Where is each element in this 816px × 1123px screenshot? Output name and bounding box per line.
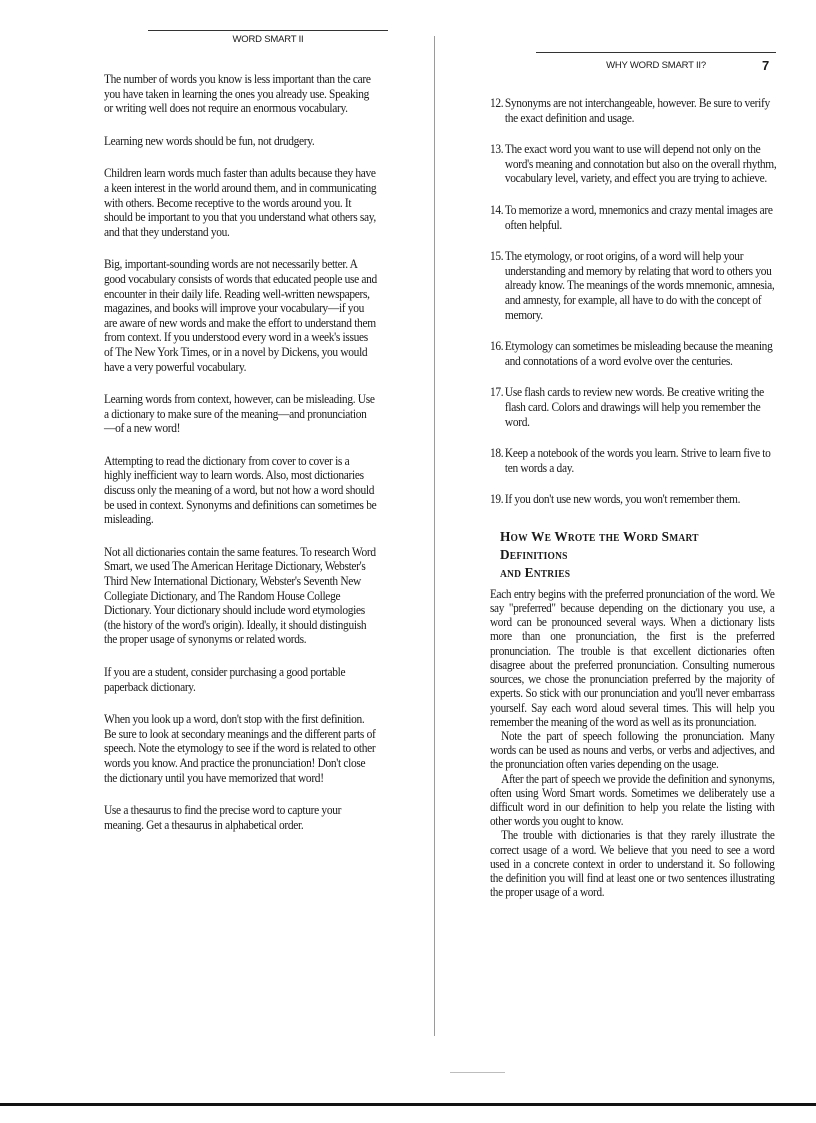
tip-number: 13. (490, 142, 504, 157)
left-running-head-title: WORD SMART II (232, 34, 304, 45)
tip-number: 17. (490, 385, 504, 400)
right-head-rule (536, 52, 776, 53)
tip-number: 12. (490, 96, 504, 110)
numbered-tip (490, 249, 776, 322)
numbered-tip (490, 203, 776, 232)
scan-smudge (450, 1072, 505, 1073)
right-running-head (490, 52, 776, 96)
tip-number: 14. (490, 202, 504, 217)
tip-text: Etymology can sometimes be misleading because the meaning and connotations of a word evolve over the centuries. (504, 339, 773, 368)
numbered-tip (490, 96, 776, 125)
numbered-tip (490, 339, 776, 368)
scan-bottom-edge (0, 1103, 816, 1106)
left-tip: Attempting to read the dictionary from cover to cover is a highly inefficient way to learn words. Also, most dictionaries discuss only the meaning of a word, but not how a word should be used in context. Synonyms and definitions can sometimes be misleading. (104, 453, 377, 527)
page-gutter (434, 36, 435, 1036)
tip-text: The etymology, or root origins, of a word will help your understanding and memory by relating that word to others you already know. The meanings of the words mnemonic, amnesia, and amnesty, for example, all have to do with the concept of memory. (504, 249, 775, 322)
section-heading-line-2: and Entries (500, 565, 571, 581)
body-paragraph: Each entry begins with the preferred pronunciation of the word. We say "preferred" because depending on the dictionary you use, a word can be pronounced several ways. When a dictionary lists more than one pronunciation, the first is the preferred pronunciation. The trouble is that excellent dictionaries often disagree about the preferred pronunciation. Consulting numerous sources, we chose the pronunciation preferred by the majority of experts. So stick with our pronunciation and you'll never embarrass yourself. Say each word aloud several times. This will help you remember the meaning of the word as well as its pronunciation. (490, 586, 775, 729)
left-tip: Big, important-sounding words are not necessarily better. A good vocabulary consists of words that educated people use and encounter in their daily life. Reading well-written newspapers, magazines, and books will improve your vocabulary—if you are aware of new words and make the effort to understand them from context. If you understood every word in a week's issues of The New York Times, or in a novel by Dickens, you would have a very powerful vocabulary. (104, 257, 377, 374)
page-number: 7 (762, 58, 770, 73)
left-tip: If you are a student, consider purchasing a good portable paperback dictionary. (104, 665, 346, 694)
left-tip: The number of words you know is less important than the care you have taken in learning the ones you already use. Speaking or writing well does not require an enormous vocabulary. (104, 72, 371, 116)
tip-text: The exact word you want to use will depend not only on the word's meaning and connotation but also on the overall rhythm, vocabulary level, variety, and effect you are trying to achieve. (504, 142, 777, 186)
left-tip: When you look up a word, don't stop with the first definition. Be sure to look at secondary meanings and the different parts of speech. Note the etymology to see if the word is related to other words you know. And practice the pronunciation! Don't close the dictionary until you have memorized that word! (104, 712, 376, 785)
tip-text: If you don't use new words, you won't remember them. (504, 492, 741, 507)
body-paragraph: Note the part of speech following the pronunciation. Many words can be used as nouns and verbs, or verbs and adjectives, and the pronunciation often varies depending on the usage. (490, 728, 775, 772)
numbered-tip (490, 385, 776, 429)
section-heading-line-1: How We Wrote the Word Smart Definitions (500, 529, 699, 563)
tip-text: Keep a notebook of the words you learn. Strive to learn five to ten words a day. (504, 446, 771, 475)
left-tip: Learning words from context, however, can be misleading. Use a dictionary to make sure of the meaning—and pronunciation—of a new word! (104, 392, 375, 436)
right-running-head-title: WHY WORD SMART II? (606, 60, 706, 71)
numbered-tip (490, 492, 776, 507)
right-page (490, 52, 776, 899)
numbered-tip (490, 446, 776, 475)
section-heading (500, 529, 762, 583)
left-page (104, 30, 378, 850)
left-tip: Not all dictionaries contain the same features. To research Word Smart, we used The American Heritage Dictionary, Webster's Third New International Dictionary, Webster's Seventh New Collegiate Dictionary, and The Random House College Dictionary. Your dictionary should include word etymologies (the history of the word's origin). Ideally, it should distinguish the proper usage of synonyms or related words. (104, 544, 376, 647)
tip-number: 19. (490, 492, 504, 507)
tip-text: Synonyms are not interchangeable, however. Be sure to verify the exact definition and usage. (504, 96, 770, 125)
tip-number: 15. (490, 249, 504, 264)
numbered-tip (490, 142, 776, 186)
tip-number: 16. (490, 339, 504, 354)
left-tip: Use a thesaurus to find the precise word to capture your meaning. Get a thesaurus in alphabetical order. (104, 803, 342, 832)
tip-number: 18. (490, 446, 504, 461)
tip-text: Use flash cards to review new words. Be creative writing the flash card. Colors and drawings will help you remember the word. (504, 385, 764, 429)
left-running-head (104, 30, 378, 52)
left-head-rule (148, 30, 388, 31)
left-tip: Children learn words much faster than adults because they have a keen interest in the world around them, and in communicating with others. Become receptive to the words around you. It should be important to you that you understand what others say, and that they understand you. (104, 166, 377, 239)
body-paragraph: The trouble with dictionaries is that they rarely illustrate the correct usage of a word. We believe that you need to see a word used in a concrete context in order to understand it. So following the definition you will find at least one or two sentences illustrating the proper usage of a word. (490, 828, 775, 900)
left-tip: Learning new words should be fun, not drudgery. (104, 133, 315, 148)
body-paragraph: After the part of speech we provide the definition and synonyms, often using Word Smart words. Sometimes we deliberately use a difficult word in our definition to help you relate the listing with other words you ought to know. (490, 771, 775, 829)
tip-text: To memorize a word, mnemonics and crazy mental images are often helpful. (504, 202, 773, 232)
